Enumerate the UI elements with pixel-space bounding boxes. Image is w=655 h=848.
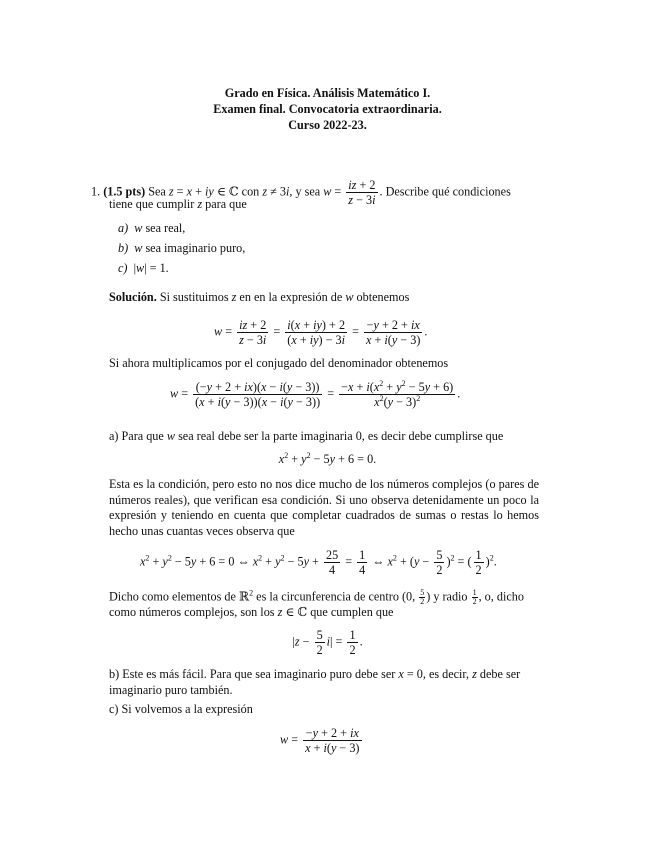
explanation-paragraph: Esta es la condición, pero esto no nos dice mucho de los números complejos (o pares de números reales), que verifican esa condición. Si uno observa detenidamente un poco la expresión y teniendo en cuenta que completar cuadrados de sumas o restas lo hemos hecho unas cuantas veces observa que [109,477,539,538]
conjugate-text: Si ahora multiplicamos por el conjugado del denominador obtenemos [109,356,449,370]
problem-item-b: b) w sea imaginario puro, [118,241,246,255]
solution-text: a) Para que [109,429,164,443]
solution-text: obtenemos [356,290,410,304]
w-definition-fraction: $\frac{iz + 2}{z - 3i}$ [348,178,376,207]
part-b-line1: b) Este es más fácil. Para que sea imaginario puro debe ser x = 0, es decir, z debe ser [109,667,521,681]
equation-w-expression: w = $\frac{-y + 2 + ix}{x + i(y - 3)}$ [280,726,360,755]
problem-points: (1.5 pts) [103,184,146,199]
item-label: c) [118,261,128,275]
problem-text: tiene que cumplir [109,197,195,211]
solution-text: , es decir, [422,667,470,681]
solution-label: Solución. [109,290,157,304]
part-c-text: c) Si volvemos a la expresión [109,702,253,716]
circle-description-line2: como números complejos, son los z ∈ ℂ que cumplen que [109,605,394,619]
problem-statement-line2: tiene que cumplir z para que [109,197,247,211]
header-line-3: Curso 2022-23. [288,118,367,132]
part-b-line2: imaginario puro también. [109,683,233,697]
solution-text: b) Este es más fácil. Para que sea imaginario puro debe ser [109,667,396,681]
part-a-text: a) Para que w sea real debe ser la parte imaginaria 0, es decir debe cumplirse que [109,429,504,443]
solution-text: Si sustituimos [159,290,229,304]
problem-text: Sea [148,184,166,199]
equation-conjugate: w = $\frac{(-y + 2 + ix)(x - i(y - 3))}{(x + i(y - 3))(x - i(y - 3))}$ = $\frac{-x + i(x^2 + y^2 - 5y + 6)}{x^2(y - 3)^2}$ . [170,379,461,409]
equation-substitution: w = $\frac{iz + 2}{z - 3i}$ = $\frac{i(x + iy) + 2}{(x + iy) - 3i}$ = $\frac{-y + 2 + ix}{x + i(y - 3)}$ . [214,318,428,347]
problem-text: . Describe qué condiciones [379,184,511,199]
solution-text: como números complejos, son los [109,605,275,619]
solution-text: sea real debe ser la parte imaginaria 0, es decir debe cumplirse que [178,429,504,443]
problem-item-a: a) w sea real, [118,221,186,235]
item-label: a) [118,221,129,235]
problem-text: , y sea [289,184,321,199]
equation-circle-complex: |z − $\frac{5}{2}$ i| = $\frac{1}{2}$ . [292,628,363,657]
item-text: sea imaginario puro, [145,241,246,255]
solution-text: es la circunferencia de centro [256,589,399,604]
equation-complete-squares: $x^2 + y^2 - 5y + 6 = 0$ ⇔ $x^2 + y^2 - 5y$ + $\frac{25}{4}$ = $\frac{1}{4}$ ⇔ $x^2 + (y$ − $\frac{5}{2}$ )$^2$ = ( $\frac{1}{2}$ )$^2$. [140,548,497,577]
problem-statement: 1. (1.5 pts) Sea z = x + iy ∈ ℂ con z ≠ 3i, y sea w = $\frac{iz + 2}{z - 3i}$ . Describe qué condiciones [91,178,511,207]
solution-text: debe ser [479,667,521,681]
item-label: b) [118,241,129,255]
header-line-1: Grado en Física. Análisis Matemático I. [224,86,431,100]
problem-number: 1. [91,184,101,199]
solution-text: en en la expresión de [239,290,343,304]
equation-real-condition: $x^2 + y^2 - 5y + 6 = 0$. [278,451,377,466]
solution-intro: Solución. Si sustituimos z en en la expresión de w obtenemos [109,290,410,304]
header-line-2: Examen final. Convocatoria extraordinaria. [213,102,442,116]
item-text: = 1. [149,261,169,275]
item-text: sea real, [145,221,186,235]
solution-text: , o, dicho [478,589,524,604]
problem-text: para que [205,197,247,211]
problem-item-c: c) |w| = 1. [118,261,169,275]
solution-text: que cumplen que [310,605,394,619]
solution-text: Dicho como elementos de [109,589,236,604]
problem-text: con [241,184,260,199]
solution-text: y radio [433,589,468,604]
circle-description-line1: Dicho como elementos de ℝ$^2$ es la circunferencia de centro (0, $\frac{5}{2}$ ) y radio $\frac{1}{2}$ , o, dicho [109,588,524,606]
